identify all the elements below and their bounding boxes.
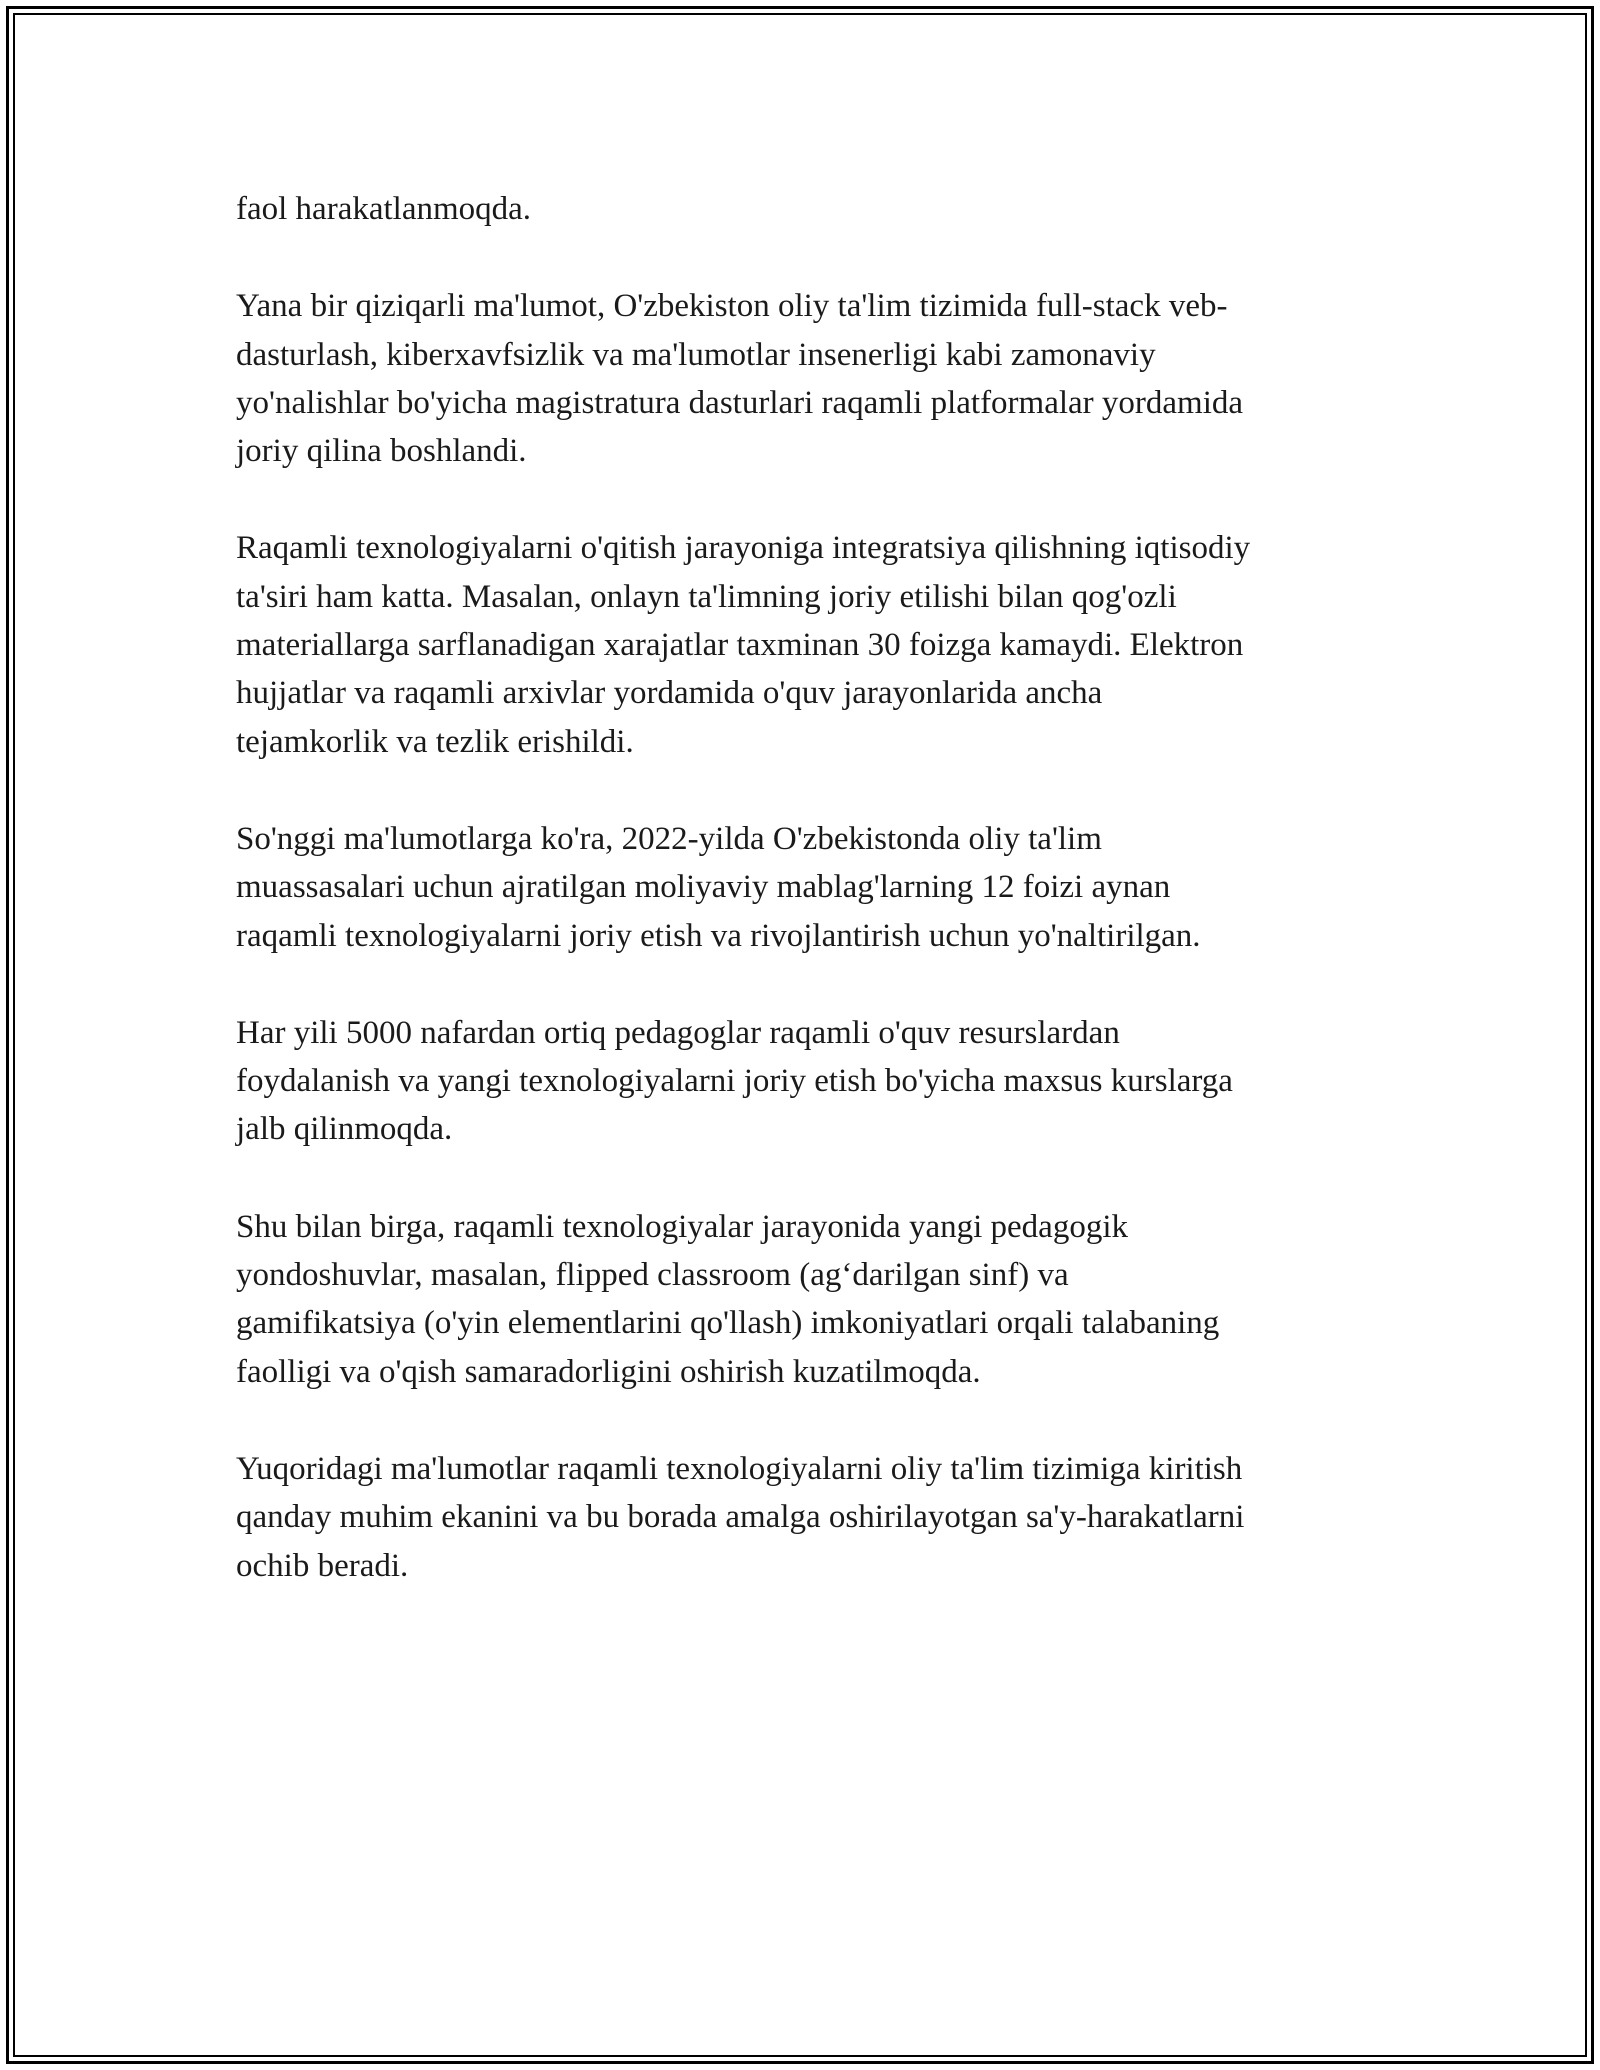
text-line: Har yili 5000 nafardan ortiq pedagoglar raqamli o'quv resurslardan	[236, 1014, 1120, 1051]
text-line: raqamli texnologiyalarni joriy etish va rivojlantirish uchun yo'naltirilgan.	[236, 917, 1201, 954]
paragraph-6	[236, 1203, 1366, 1396]
text-line: gamifikatsiya (o'yin elementlarini qo'llash) imkoniyatlari orqali talabaning	[236, 1305, 1220, 1342]
document-body	[236, 185, 1366, 1639]
text-line: yo'nalishlar bo'yicha magistratura dasturlari raqamli platformalar yordamida	[236, 384, 1244, 421]
paragraph-2	[236, 282, 1366, 475]
text-line: hujjatlar va raqamli arxivlar yordamida o'quv jarayonlarida ancha	[236, 675, 1103, 712]
text-line: faolligi va o'qish samaradorligini oshirish kuzatilmoqda.	[236, 1353, 981, 1390]
text-line: jalb qilinmoqda.	[236, 1111, 453, 1148]
text-line: ochib beradi.	[236, 1547, 409, 1584]
paragraph-4	[236, 815, 1366, 960]
paragraph-5	[236, 1009, 1366, 1154]
paragraph-3	[236, 524, 1366, 765]
text-line: Shu bilan birga, raqamli texnologiyalar jarayonida yangi pedagogik	[236, 1208, 1128, 1245]
text-line: Raqamli texnologiyalarni o'qitish jarayoniga integratsiya qilishning iqtisodiy	[236, 530, 1251, 567]
text-line: Yana bir qiziqarli ma'lumot, O'zbekiston oliy ta'lim tizimida full-stack veb-	[236, 288, 1228, 325]
text-line: tejamkorlik va tezlik erishildi.	[236, 723, 634, 760]
text-line: materiallarga sarflanadigan xarajatlar taxminan 30 foizga kamaydi. Elektron	[236, 627, 1244, 664]
text-line: qanday muhim ekanini va bu borada amalga oshirilayotgan sa'y-harakatlarni	[236, 1499, 1245, 1536]
text-line: dasturlash, kiberxavfsizlik va ma'lumotlar insenerligi kabi zamonaviy	[236, 336, 1156, 373]
paragraph-7	[236, 1445, 1366, 1590]
text-line: muassasalari uchun ajratilgan moliyaviy mablag'larning 12 foizi aynan	[236, 869, 1171, 906]
text-line: faol harakatlanmoqda.	[236, 191, 532, 227]
text-line: joriy qilina boshlandi.	[236, 433, 527, 470]
text-line: So'nggi ma'lumotlarga ko'ra, 2022-yilda O'zbekistonda oliy ta'lim	[236, 820, 1102, 857]
text-line: ta'siri ham katta. Masalan, onlayn ta'limning joriy etilishi bilan qog'ozli	[236, 578, 1177, 615]
text-line: Yuqoridagi ma'lumotlar raqamli texnologiyalarni oliy ta'lim tizimiga kiritish	[236, 1450, 1243, 1487]
paragraph-1	[236, 185, 1366, 233]
text-line: foydalanish va yangi texnologiyalarni joriy etish bo'yicha maxsus kurslarga	[236, 1063, 1233, 1100]
text-line: yondoshuvlar, masalan, flipped classroom (ag‘darilgan sinf) va	[236, 1257, 1069, 1294]
